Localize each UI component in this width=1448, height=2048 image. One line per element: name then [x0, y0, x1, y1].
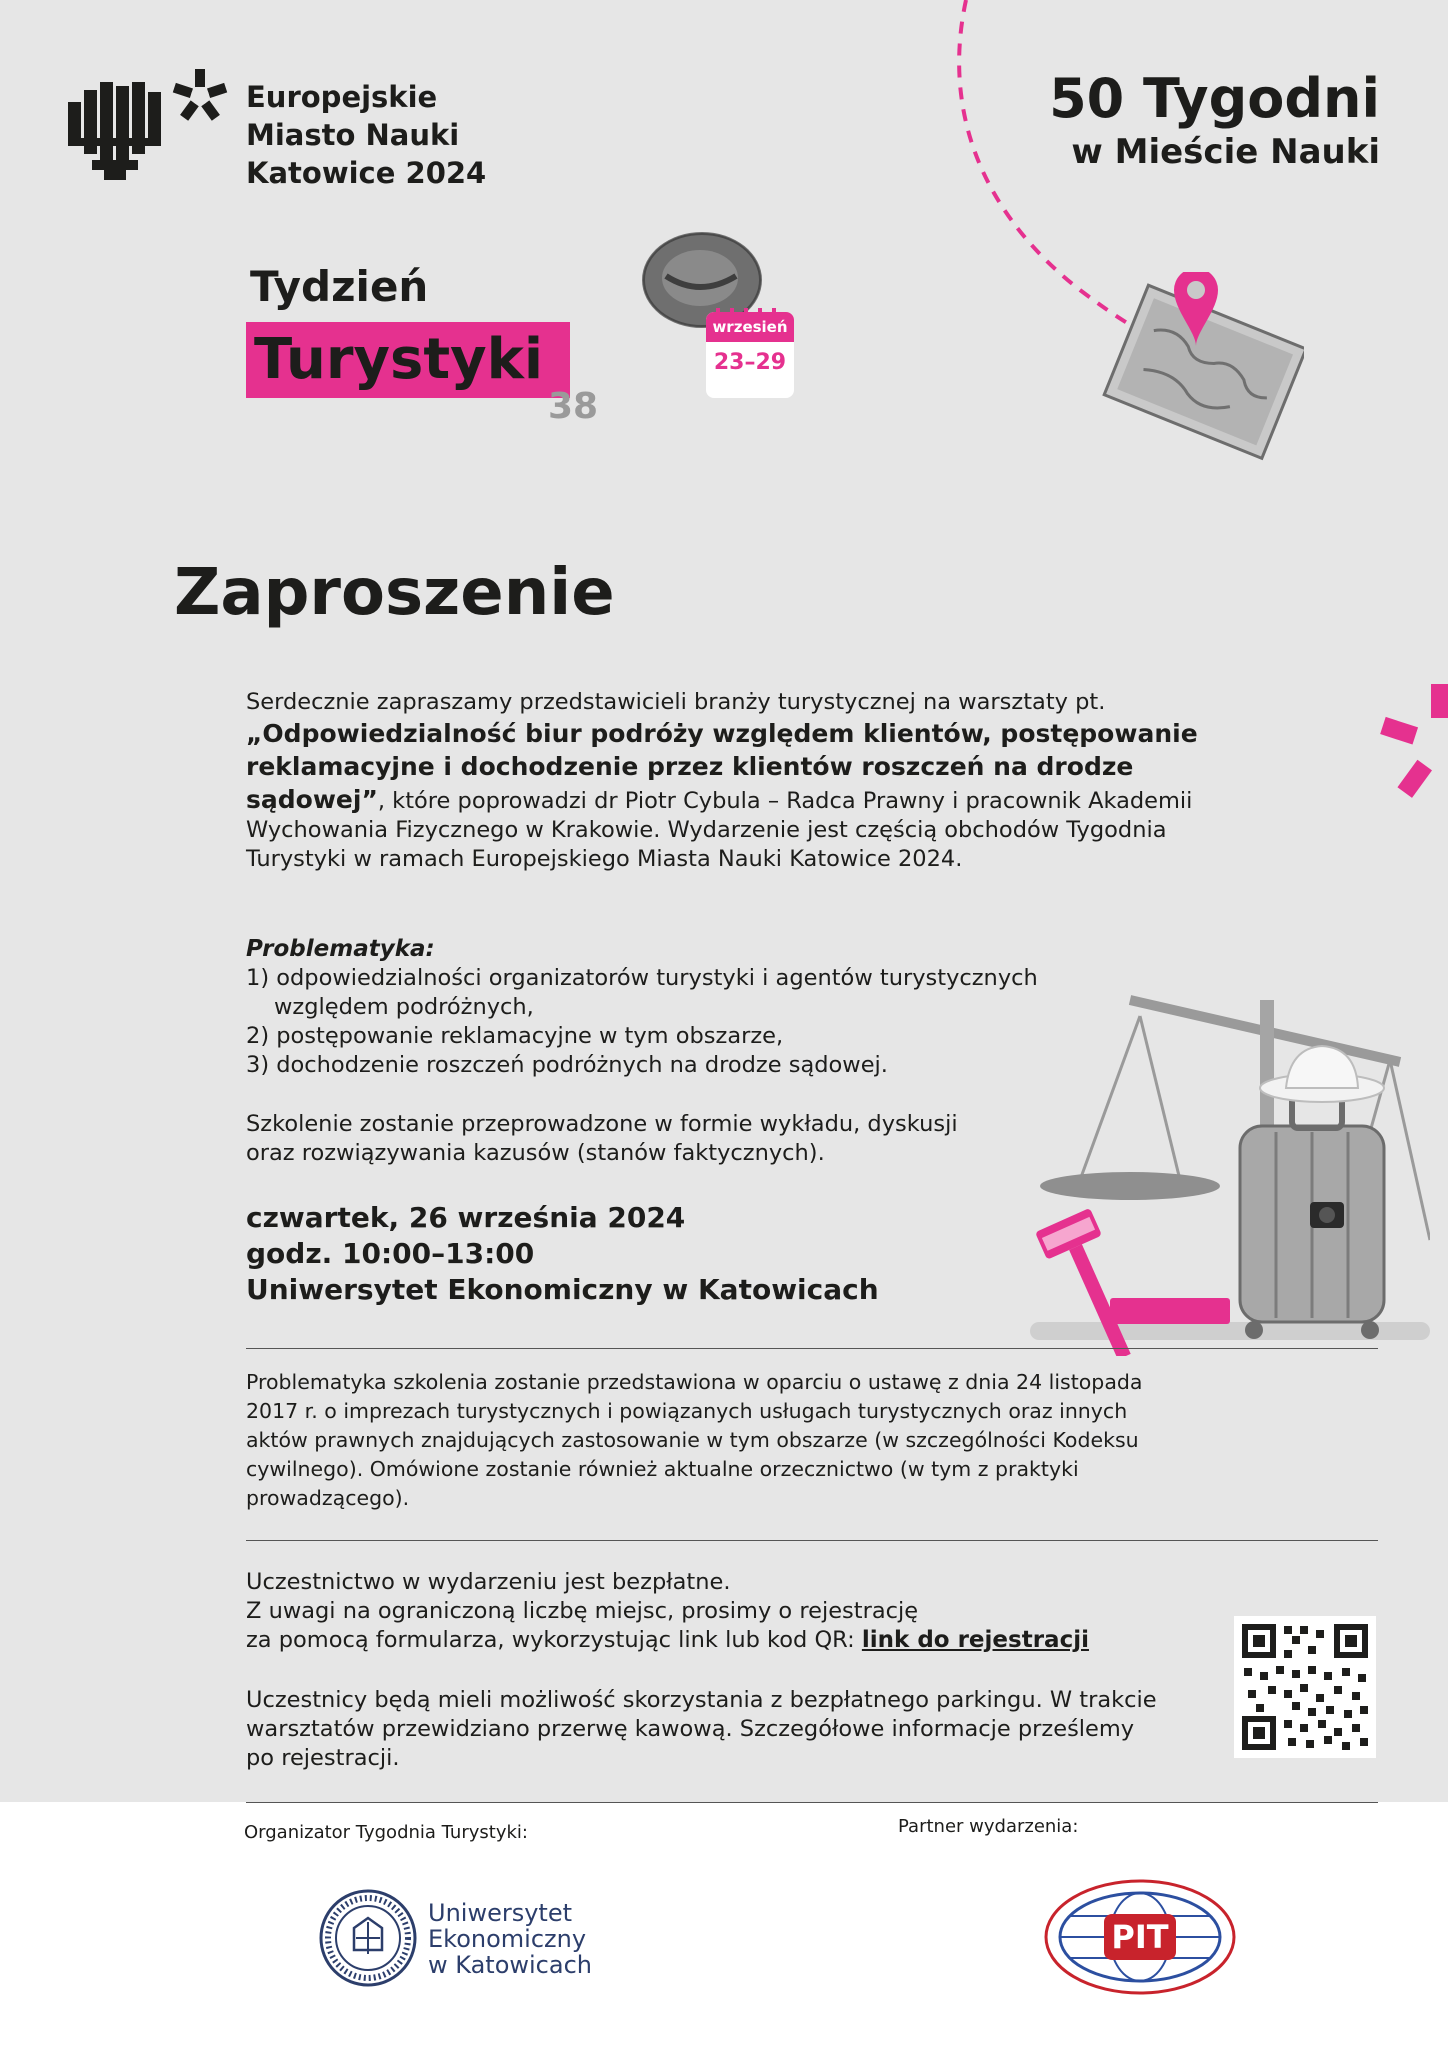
divider — [246, 1348, 1378, 1349]
intro-rest: , które poprowadzi dr Piotr Cybula – Radca Prawny i pracownik Akademii Wychowania Fizycznego w Krakowie. Wydarzenie jest częścią obchodów Tygodnia Turystyki w ramach Europejskiego Miasta Nauki Katowice 2024. — [246, 788, 1193, 872]
divider — [246, 1540, 1378, 1541]
star-logo-icon — [172, 68, 228, 124]
magenta-star-icon — [1376, 680, 1448, 808]
weeks-small: w Mieście Nauki — [1071, 132, 1380, 172]
partner-label: Partner wydarzenia: — [898, 1816, 1079, 1837]
scales-suitcase-illustration — [1030, 980, 1430, 1356]
list-item: 3) dochodzenie roszczeń podróżnych na drodze sądowej. — [246, 1052, 888, 1078]
reg-line3: za pomocą formularza, wykorzystując link lub kod QR: — [246, 1627, 862, 1653]
list-item: 2) postępowanie reklamacyjne w tym obszarze, — [246, 1023, 784, 1049]
calendar-month: wrzesień — [712, 318, 788, 336]
legal-paragraph: Problematyka szkolenia zostanie przedstawiona w oparciu o ustawę z dnia 24 listopada 2017 r. o imprezach turystycznych i powiązanych usługach turystycznych oraz innych aktów prawnych znajdujących zastosowanie w tym obszarze (w szczególności Kodeksu cywilnego). Omówione zostanie również aktualne orzecznictwo (w tym z praktyki prowadzącego). — [246, 1370, 1143, 1510]
organizer-label: Organizator Tygodnia Turystyki: — [244, 1822, 528, 1843]
divider — [246, 1802, 1378, 1803]
problems-title: Problematyka: — [246, 936, 435, 962]
week-name-box — [246, 322, 570, 398]
event-date: czwartek, 26 września 2024 — [246, 1201, 686, 1234]
event-details — [246, 1200, 879, 1308]
intro-paragraph — [246, 688, 1226, 874]
qr-code-icon[interactable] — [1234, 1616, 1376, 1758]
list-item: 1) odpowiedzialności organizatorów turystyki i agentów turystycznych względem podróżnych, — [246, 965, 1038, 1020]
weeks-big: 50 Tygodni — [1049, 67, 1380, 130]
reg-line1: Uczestnictwo w wydarzeniu jest bezpłatne. — [246, 1569, 731, 1595]
calendar-icon — [704, 308, 796, 400]
calendar-days: 23–29 — [713, 350, 787, 375]
problems-list — [246, 964, 1038, 1080]
pit-logo-text: PIT — [1111, 1918, 1169, 1956]
week-number: 38 — [548, 386, 599, 427]
event-time: godz. 10:00–13:00 — [246, 1237, 535, 1270]
university-seal-icon — [318, 1888, 418, 1988]
intro-line1: Serdecznie zapraszamy przedstawicieli branży turystycznej na warsztaty pt. — [246, 689, 1106, 715]
registration-paragraph — [246, 1568, 1226, 1655]
map-pin-icon — [1098, 272, 1304, 468]
week-label: Tydzień — [250, 262, 429, 311]
event-place: Uniwersytet Ekonomiczny w Katowicach — [246, 1273, 879, 1306]
ems-title: Europejskie Miasto Nauki Katowice 2024 — [246, 80, 487, 190]
week-name: Turystyki — [254, 327, 544, 392]
intro-bold: „Odpowiedzialność biur podróży względem klientów, postępowanie reklamacyjne i dochodzenie przez klientów roszczeń na drodze sądowej” — [246, 719, 1198, 814]
university-name: Uniwersytet Ekonomiczny w Katowicach — [428, 1899, 592, 1979]
registration-link[interactable]: link do rejestracji — [861, 1627, 1089, 1653]
reg-line2: Z uwagi na ograniczoną liczbę miejsc, prosimy o rejestrację — [246, 1598, 919, 1624]
parking-paragraph: Uczestnicy będą mieli możliwość skorzystania z bezpłatnego parkingu. W trakcie warsztatów przewidziano przerwę kawową. Szczegółowe informacje prześlemy po rejestracji. — [246, 1687, 1157, 1771]
page-title: Zaproszenie — [174, 556, 615, 630]
format-paragraph: Szkolenie zostanie przeprowadzone w formie wykładu, dyskusji oraz rozwiązywania kazusów (stanów faktycznych). — [246, 1111, 958, 1166]
heart-logo-icon — [68, 80, 166, 180]
pit-logo-icon — [1042, 1876, 1238, 1998]
